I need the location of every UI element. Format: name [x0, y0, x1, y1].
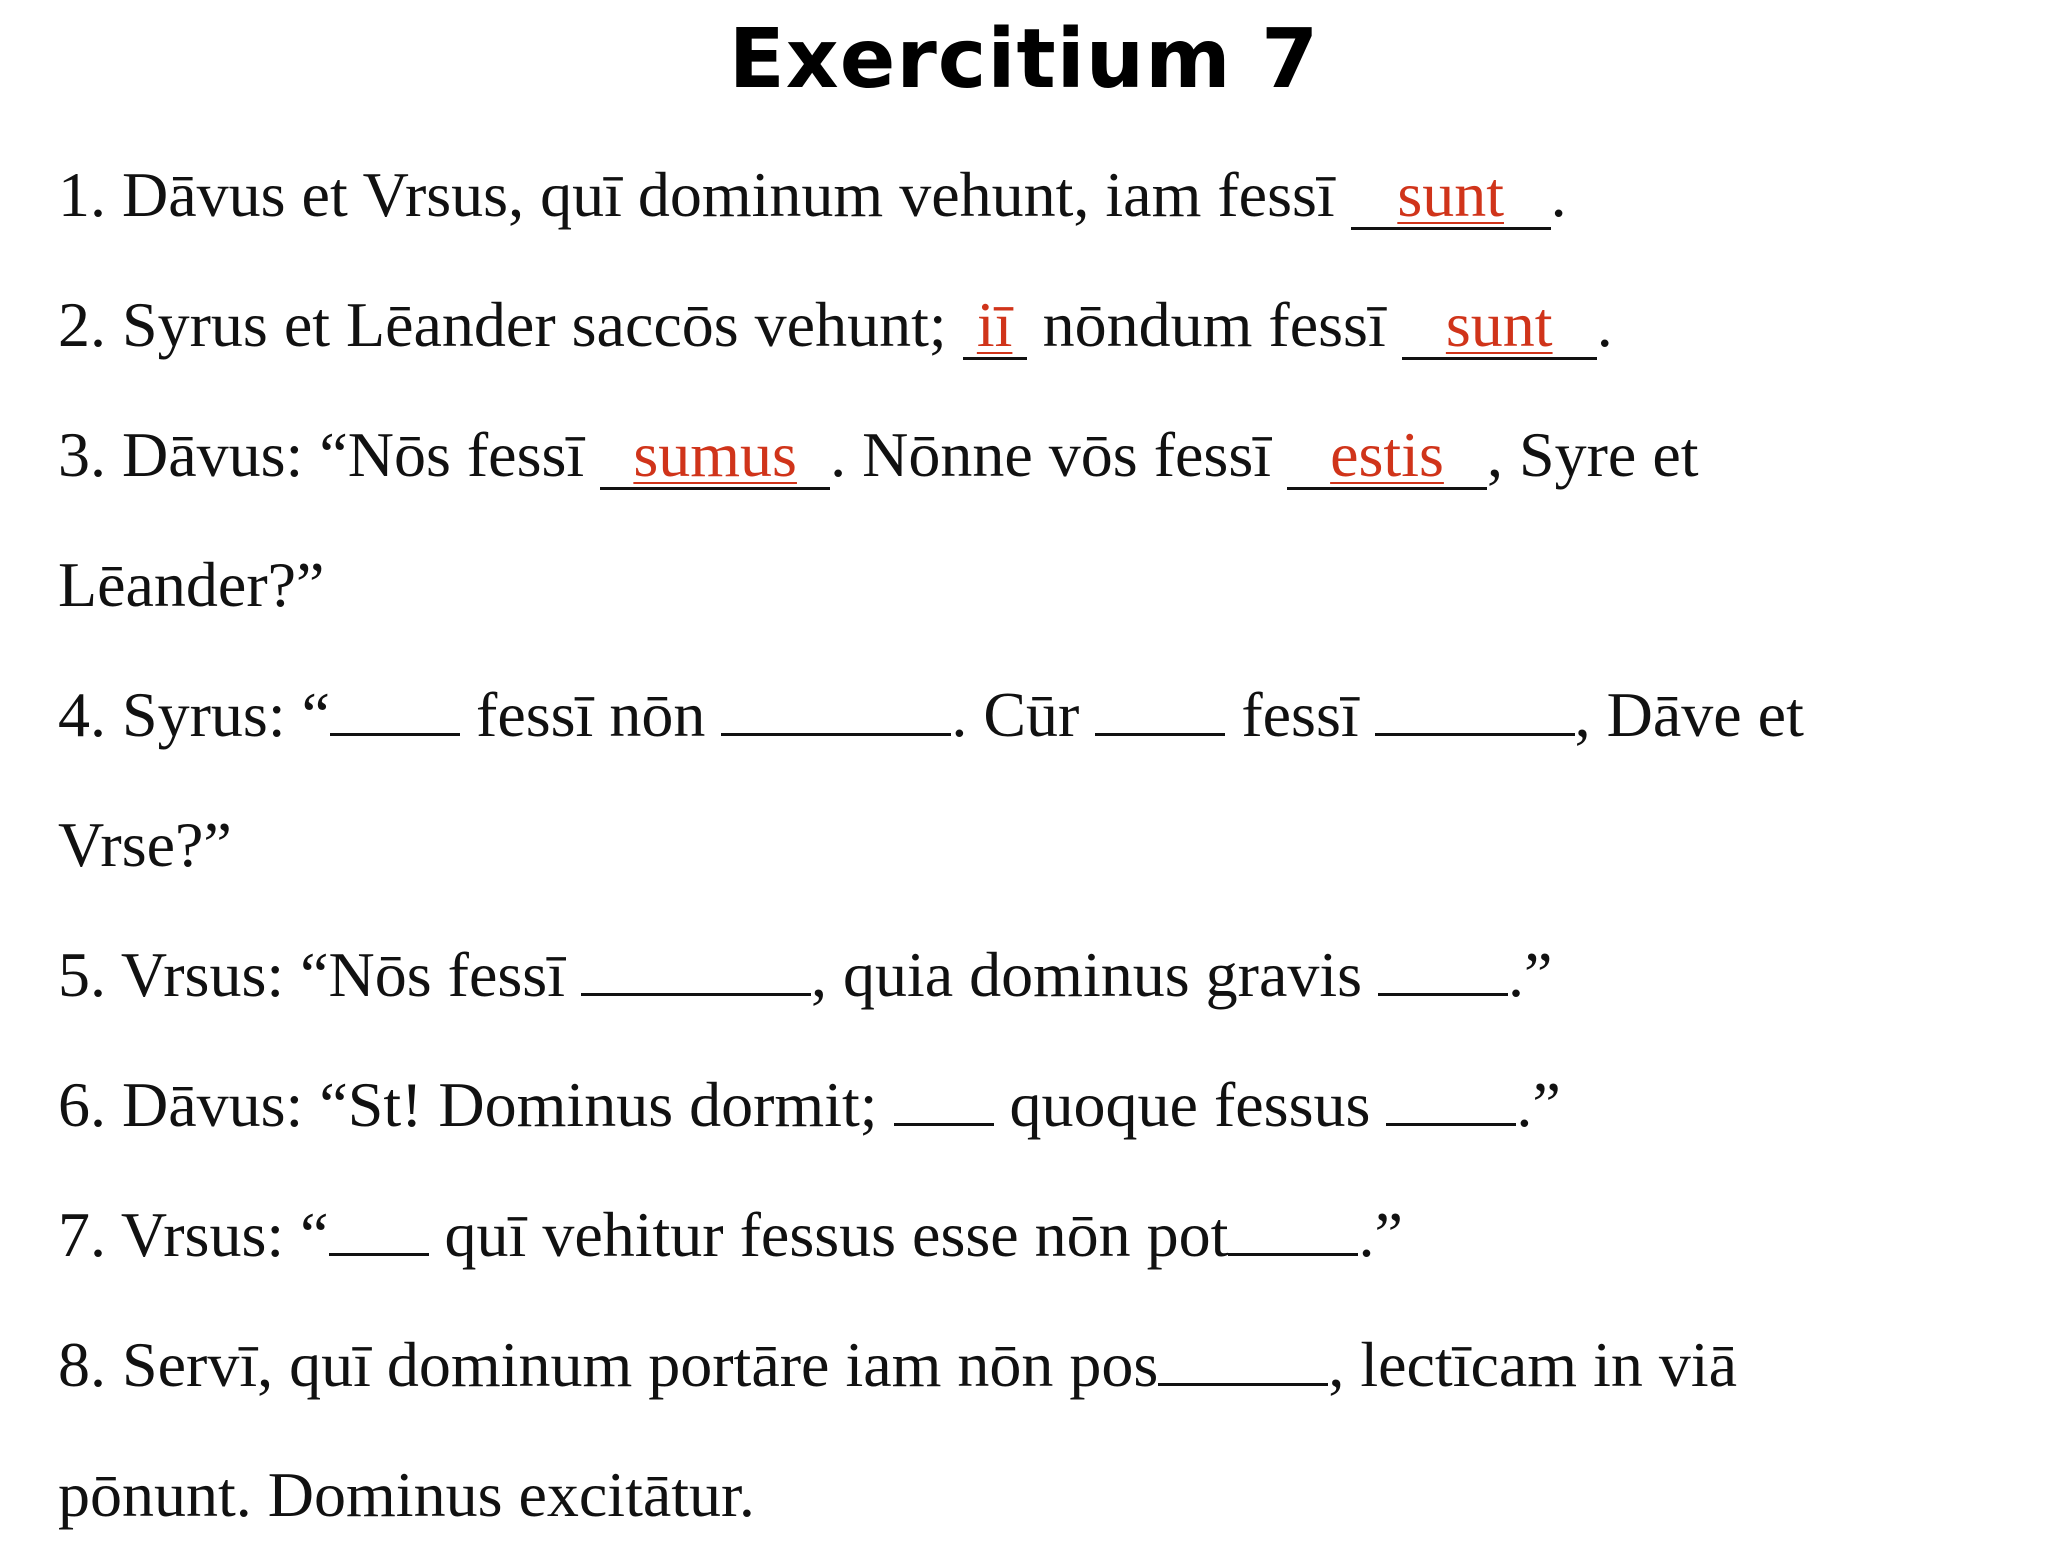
- line-text: , Syre et: [1487, 419, 1699, 490]
- empty-blank[interactable]: [1228, 1191, 1358, 1256]
- empty-blank[interactable]: [1158, 1321, 1328, 1386]
- empty-blank[interactable]: [721, 671, 951, 736]
- exercise-line-3-cont: [58, 520, 2018, 650]
- line-text: quī vehitur fessus esse nōn pot: [428, 1199, 1229, 1270]
- line-text: 6. Dāvus: “St! Dominus dormit;: [58, 1069, 894, 1140]
- answer-blank[interactable]: estis: [1287, 423, 1487, 490]
- exercise-line-1: [58, 130, 2018, 260]
- line-text: . Cūr: [951, 679, 1096, 750]
- line-text: .: [1550, 159, 1567, 230]
- line-text: . Nōnne vōs fessī: [830, 419, 1287, 490]
- line-text: Lēander?”: [58, 549, 325, 620]
- line-text: 1. Dāvus et Vrsus, quī dominum vehunt, iam fessī: [58, 159, 1351, 230]
- exercise-line-3: [58, 390, 2018, 520]
- line-text: 7. Vrsus: “: [58, 1199, 329, 1270]
- empty-blank[interactable]: [1375, 671, 1575, 736]
- line-text: 2. Syrus et Lēander saccōs vehunt;: [58, 289, 963, 360]
- line-text: nōndum fessī: [1026, 289, 1402, 360]
- exercise-line-8: [58, 1300, 2018, 1430]
- line-text: fessī: [1225, 679, 1375, 750]
- line-text: 4. Syrus: “: [58, 679, 330, 750]
- line-text: Vrse?”: [58, 809, 232, 880]
- empty-blank[interactable]: [329, 1191, 429, 1256]
- line-text: .”: [1516, 1069, 1561, 1140]
- empty-blank[interactable]: [330, 671, 460, 736]
- exercise-line-6: [58, 1040, 2018, 1170]
- exercise-line-4: [58, 650, 2018, 780]
- exercise-line-7: [58, 1170, 2018, 1300]
- line-text: .”: [1358, 1199, 1403, 1270]
- line-text: 3. Dāvus: “Nōs fessī: [58, 419, 601, 490]
- line-text: .”: [1508, 939, 1553, 1010]
- empty-blank[interactable]: [1378, 931, 1508, 996]
- line-text: , lectīcam in viā: [1328, 1329, 1738, 1400]
- line-text: pōnunt. Dominus excitātur.: [58, 1459, 755, 1530]
- line-text: 8. Servī, quī dominum portāre iam nōn pos: [58, 1329, 1159, 1400]
- line-text: fessī nōn: [460, 679, 722, 750]
- answer-blank[interactable]: iī: [963, 293, 1027, 360]
- line-text: , quia dominus gravis: [810, 939, 1379, 1010]
- answer-blank[interactable]: sunt: [1351, 163, 1551, 230]
- line-text: 5. Vrsus: “Nōs fessī: [58, 939, 581, 1010]
- exercise-line-4-cont: [58, 780, 2018, 910]
- exercise-line-2: [58, 260, 2018, 390]
- line-text: .: [1596, 289, 1613, 360]
- exercise-title: Exercitium 7: [728, 12, 1320, 107]
- empty-blank[interactable]: [1386, 1061, 1516, 1126]
- empty-blank[interactable]: [1095, 671, 1225, 736]
- empty-blank[interactable]: [894, 1061, 994, 1126]
- line-text: , Dāve et: [1574, 679, 1804, 750]
- exercise-sheet: [58, 130, 2018, 1560]
- exercise-line-8-cont: [58, 1430, 2018, 1560]
- empty-blank[interactable]: [581, 931, 811, 996]
- answer-blank[interactable]: sumus: [600, 423, 830, 490]
- answer-blank[interactable]: sunt: [1402, 293, 1597, 360]
- line-text: quoque fessus: [993, 1069, 1387, 1140]
- exercise-line-5: [58, 910, 2018, 1040]
